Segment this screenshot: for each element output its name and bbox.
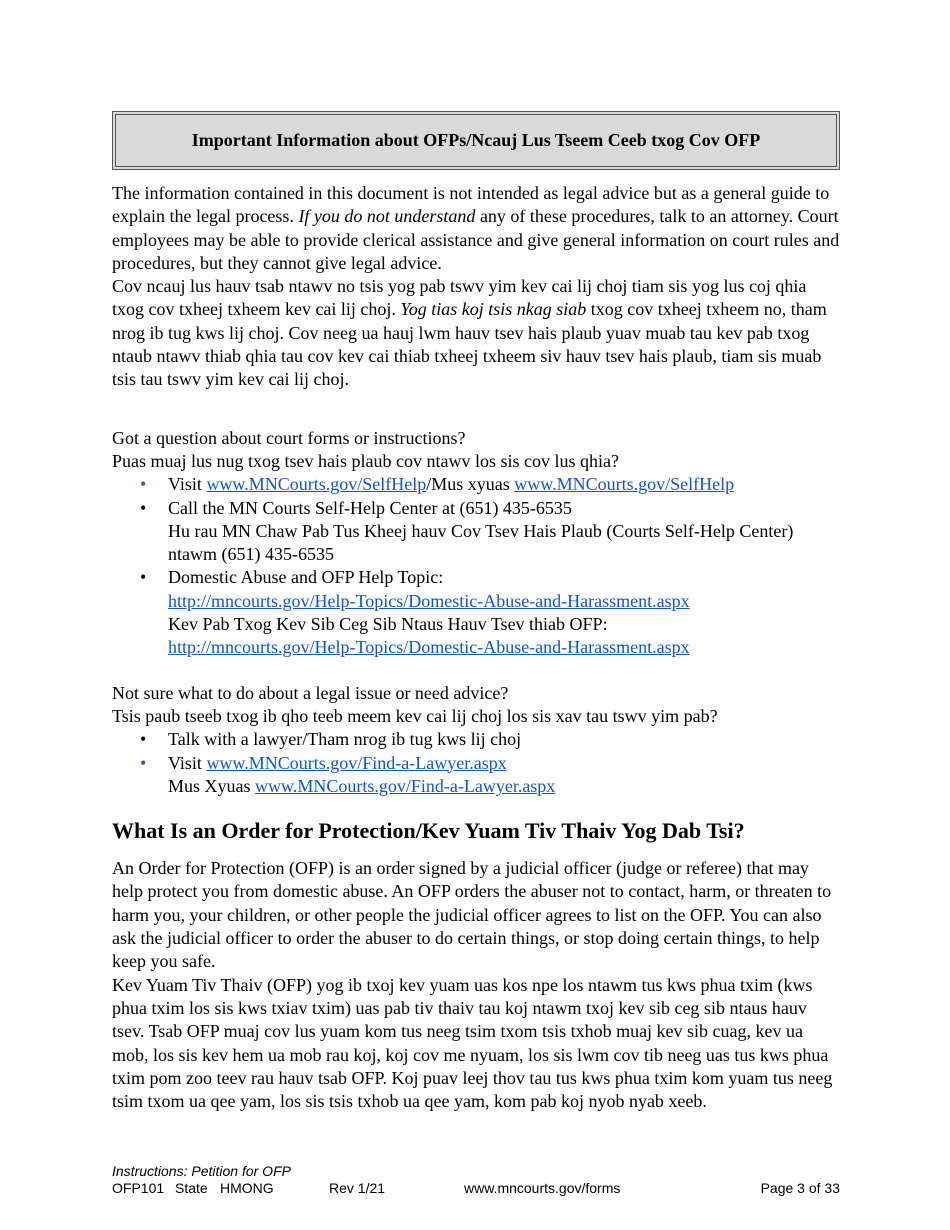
footer-language: HMONG	[220, 1180, 274, 1196]
page-footer	[112, 1163, 840, 1197]
bullet-icon: •	[140, 729, 147, 750]
important-info-box	[112, 111, 840, 170]
intro-paragraph-english: The information contained in this document is not intended as legal advice but as a general guide to explain the legal process. If you do not understand any of these procedures, talk to an attorney. Court employees may be able to provide clerical assistance and give general information on court rules and procedures, but they cannot give legal advice.	[112, 183, 840, 273]
footer-website: www.mncourts.gov/forms	[464, 1180, 621, 1196]
document-body	[112, 111, 840, 1113]
list-item-find-lawyer: • Visit www.MNCourts.gov/Find-a-Lawyer.aspx Mus Xyuas www.MNCourts.gov/Find-a-Lawyer.aspx	[140, 752, 556, 796]
selfhelp-link[interactable]: www.MNCourts.gov/SelfHelp	[206, 474, 427, 495]
ofp-paragraph-english: An Order for Protection (OFP) is an order signed by a judicial officer (judge or referee) that may help protect you from domestic abuse. An OFP orders the abuser not to contact, harm, or threaten to harm you, your children, or other people the judicial officer agrees to list on the OFP. You can also ask the judicial officer to order the abuser to do certain things, or stop doing certain things, to help keep you safe.	[112, 858, 832, 972]
list-item-selfhelp-website: • Visit www.MNCourts.gov/SelfHelp/Mus xyuas www.MNCourts.gov/SelfHelp	[112, 473, 840, 496]
list-item-talk-lawyer: • Talk with a lawyer/Tham nrog ib tug kws lij choj	[112, 728, 840, 751]
bullet-icon: •	[140, 497, 147, 518]
list-item-selfhelp-center: • Call the MN Courts Self-Help Center at (651) 435-6535 Hu rau MN Chaw Pab Tus Kheej hauv Cov Tsev Hais Plaub (Courts Self-Help Center) ntawm (651) 435-6535	[140, 497, 794, 565]
list-item-domestic-abuse-topic: • Domestic Abuse and OFP Help Topic: http://mncourts.gov/Help-Topics/Domestic-Abuse-and-Harassment.aspx Kev Pab Txog Kev Sib Ceg Sib Ntaus Hauv Tsev thiab OFP: http://mncourts.gov/Help-Topics/Domestic-Abuse-and-Harassment.aspx	[140, 567, 690, 658]
footer-state: State	[175, 1180, 208, 1196]
advice-question-english: Not sure what to do about a legal issue or need advice?	[112, 682, 509, 703]
domestic-abuse-link[interactable]: http://mncourts.gov/Help-Topics/Domestic-Abuse-and-Harassment.aspx	[168, 590, 690, 611]
forms-question-english: Got a question about court forms or instructions?	[112, 427, 466, 448]
footer-doc-title: Instructions: Petition for OFP	[112, 1163, 291, 1179]
important-info-title: Important Information about OFPs/Ncauj Lus Tseem Ceeb txog Cov OFP	[115, 114, 837, 167]
bullet-icon: •	[140, 567, 147, 588]
forms-question-hmong: Puas muaj lus nug txog tsev hais plaub cov ntawv los sis cov lus qhia?	[112, 450, 619, 471]
footer-revision: Rev 1/21	[329, 1180, 386, 1196]
ofp-section-heading: What Is an Order for Protection/Kev Yuam Tiv Thaiv Yog Dab Tsi?	[112, 818, 745, 844]
ofp-paragraph-hmong: Kev Yuam Tiv Thaiv (OFP) yog ib txoj kev yuam uas kos npe los ntawm tus kws phua txim (kws phua txim los sis kws txiav txim) uas pab tiv thaiv tau koj ntawm txoj kev sib ceg sib ntaus hauv tsev. Tsab OFP muaj cov lus yuam kom tus neeg tsim txom tsis txhob muaj kev sib cuag, kev ua mob, los sis kev hem ua mob rau koj, koj cov me nyuam, los sis lwm cov tib neeg uas tus kws phua txim pom zoo teev rau hauv tsab OFP. Koj puav leej thov tau tus kws phua txim kom yuam tus neeg tsim txom ua qee yam, los sis tsis txhob ua qee yam, kom pab koj nyob nyab xeeb.	[112, 974, 833, 1112]
footer-page-number: Page 3 of 33	[760, 1180, 840, 1196]
advice-list	[112, 728, 840, 798]
domestic-abuse-link-hmong[interactable]: http://mncourts.gov/Help-Topics/Domestic-Abuse-and-Harassment.aspx	[168, 637, 690, 658]
footer-form-code: OFP101	[112, 1180, 165, 1196]
intro-paragraph-hmong: Cov ncauj lus hauv tsab ntawv no tsis yog pab tswv yim kev cai lij choj tiam sis yog lus coj qhia txog cov txheej txheem kev cai lij choj. Yog tias koj tsis nkag siab txog cov txheej txheem no, tham nrog ib tug kws lij choj. Cov neeg ua hauj lwm hauv tsev hais plaub yuav muab tau kev pab txog ntaub ntawv thiab qhia tau cov kev cai thiab txheej txheem siv hauv tsev hais plaub, tiam sis muab tsis tau tswv yim kev cai lij choj.	[112, 276, 827, 390]
footer-info-row	[112, 1180, 840, 1197]
advice-question-hmong: Tsis paub tseeb txog ib qho teeb meem kev cai lij choj los sis xav tau tswv yim pab?	[112, 705, 718, 726]
find-lawyer-link[interactable]: www.MNCourts.gov/Find-a-Lawyer.aspx	[206, 752, 507, 773]
find-lawyer-link-hmong[interactable]: www.MNCourts.gov/Find-a-Lawyer.aspx	[255, 775, 556, 796]
selfhelp-link-hmong[interactable]: www.MNCourts.gov/SelfHelp	[514, 474, 735, 495]
forms-help-list	[112, 473, 840, 659]
bullet-icon: •	[140, 752, 147, 773]
bullet-icon: •	[140, 474, 147, 495]
